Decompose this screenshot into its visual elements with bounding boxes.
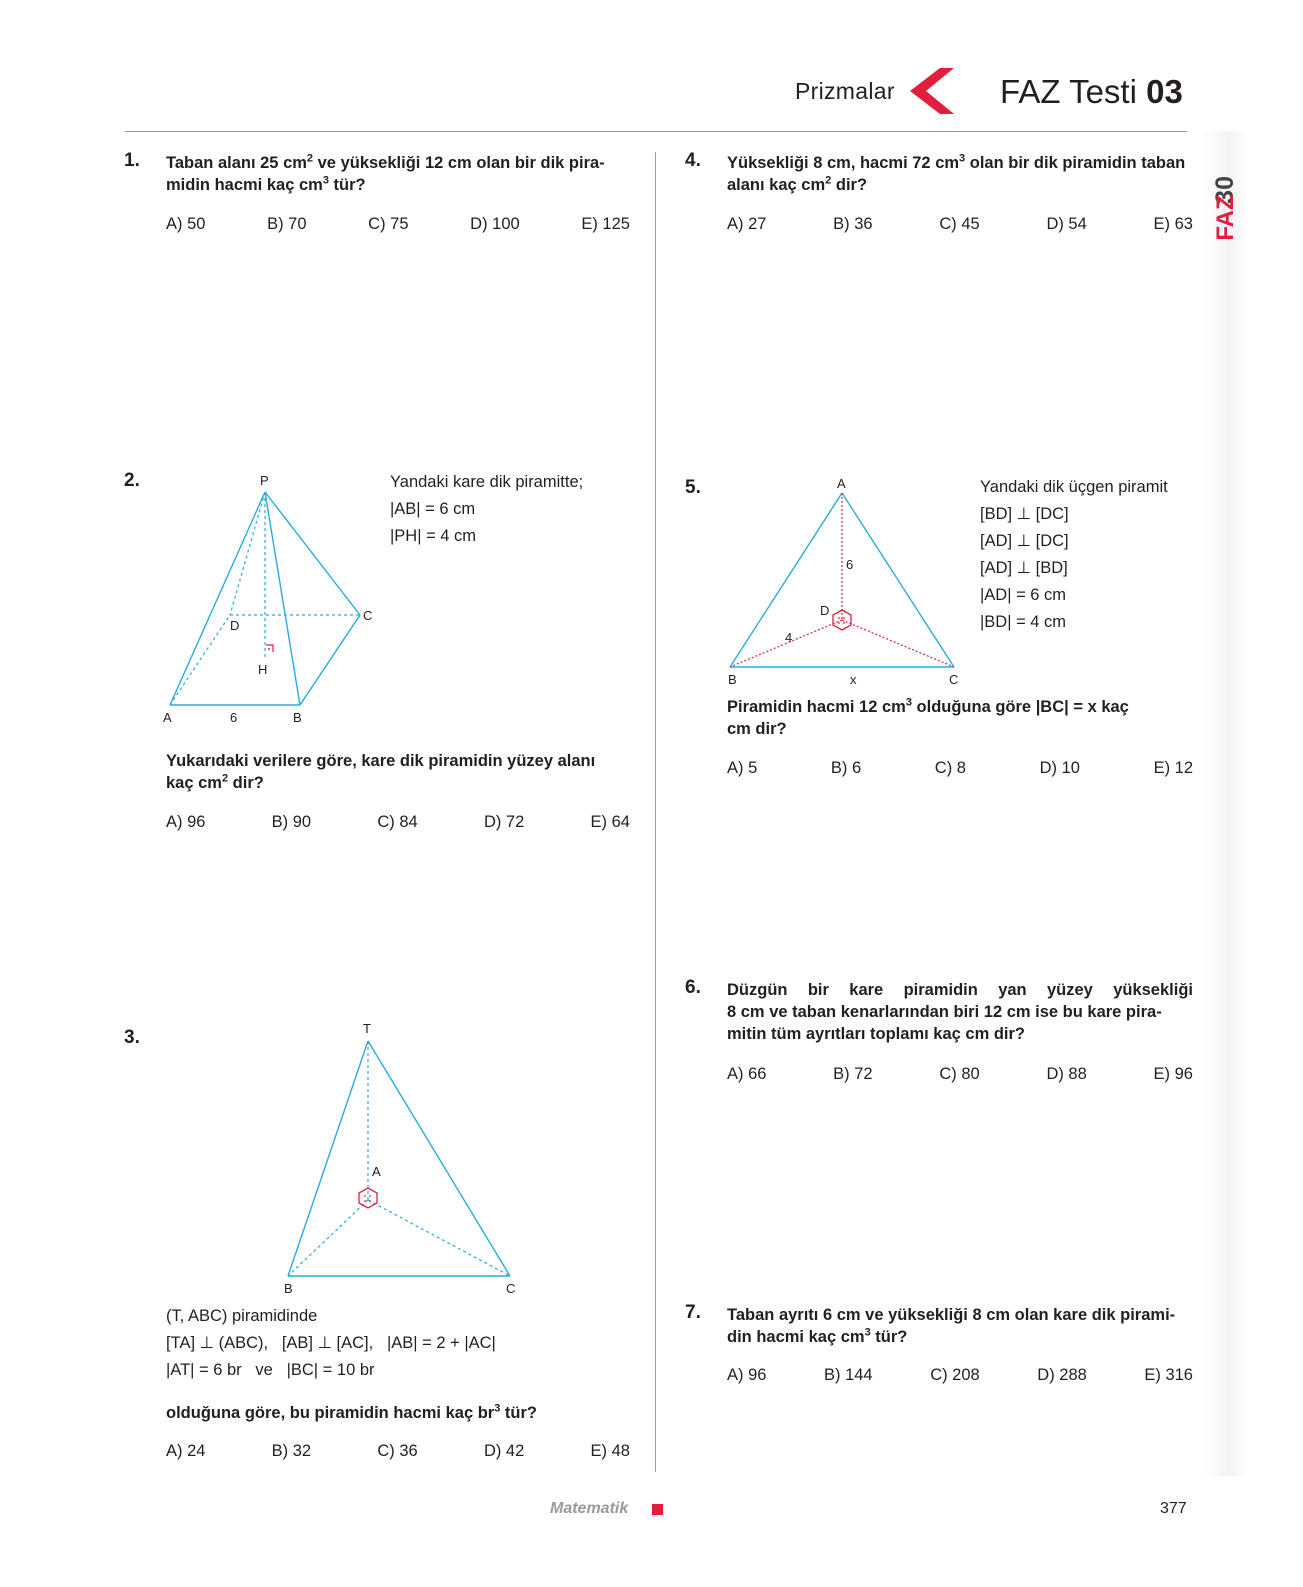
option-b[interactable]: B) 72 — [833, 1065, 873, 1083]
option-a[interactable]: A) 50 — [166, 215, 206, 233]
header-topic: Prizmalar — [795, 78, 895, 104]
option-d[interactable]: D) 42 — [483, 1442, 525, 1460]
question-5-options — [727, 759, 1193, 778]
question-1-text: Taban alanı 25 $cm^2$ ve yüksekliği 12 cm olan bir dik pira- midin hacmi kaç $cm^3$ tür? — [166, 152, 605, 194]
label-ab-length: 6 — [230, 710, 238, 725]
label-b: B — [728, 672, 737, 687]
option-b[interactable]: B) 144 — [824, 1366, 873, 1384]
question-6-options — [727, 1065, 1193, 1084]
label-b: B — [293, 710, 302, 725]
question-3-options — [166, 1442, 630, 1461]
label-a: A — [837, 476, 846, 491]
option-d[interactable]: D) 88 — [1046, 1065, 1087, 1083]
side-tag-label: FAZ — [1212, 195, 1239, 241]
question-4-options — [727, 215, 1193, 234]
footer-subject: Matematik — [550, 1500, 629, 1517]
option-d[interactable]: D) 54 — [1046, 215, 1087, 233]
footer-square-icon — [652, 1504, 663, 1515]
question-4-text: Yüksekliği 8 cm, hacmi 72 $cm^3$ olan bir dik piramidin taban alanı kaç $cm^2$ dir? — [727, 152, 1186, 194]
test-prefix: FAZ Testi — [1000, 73, 1137, 110]
page-number: 377 — [1160, 1500, 1187, 1517]
label-p: P — [260, 473, 269, 488]
faz-side-tag — [1205, 148, 1245, 258]
label-c: C — [949, 672, 959, 687]
question-2-given: Yandaki kare dik piramitte; |AB| = 6 cm |PH| = 4 cm — [390, 473, 584, 545]
question-5-given: Yandaki dik üçgen piramit [BD] ⊥ [DC] [AD] ⊥ [DC] [AD] ⊥ [BD] |AD| = 6 cm |BD| = 4 cm — [980, 478, 1168, 631]
option-b[interactable]: B) 90 — [271, 813, 312, 831]
option-b[interactable]: B) 32 — [271, 1442, 312, 1460]
chevron-left-icon — [910, 68, 955, 114]
question-7-number: 7. — [685, 1302, 701, 1323]
option-c[interactable]: C) 84 — [377, 813, 418, 831]
question-5-text: Piramidin hacmi 12 $cm^3$ olduğuna göre |BC| = x kaç cm dir? — [727, 696, 1129, 738]
side-tag-number: 30 — [1211, 176, 1239, 204]
option-d[interactable]: D) 10 — [1039, 759, 1080, 777]
label-bc-length: x — [850, 672, 857, 687]
question-1-number: 1. — [124, 150, 140, 171]
option-a[interactable]: A) 24 — [166, 1442, 206, 1460]
option-b[interactable]: B) 36 — [833, 215, 873, 233]
label-d: D — [230, 618, 240, 633]
option-d[interactable]: D) 72 — [483, 813, 525, 831]
option-e[interactable]: E) 48 — [590, 1442, 630, 1460]
square-pyramid-figure — [160, 470, 380, 730]
option-c[interactable]: C) 45 — [939, 215, 980, 233]
question-3-number: 3. — [124, 1027, 140, 1048]
option-a[interactable]: A) 66 — [727, 1065, 767, 1083]
label-c: C — [506, 1281, 516, 1296]
question-5-number: 5. — [685, 477, 701, 498]
option-c[interactable]: C) 75 — [368, 215, 409, 233]
option-e[interactable]: E) 12 — [1153, 759, 1193, 777]
right-triangle-pyramid-figure — [720, 475, 970, 690]
label-a: A — [372, 1164, 381, 1179]
test-title — [1000, 73, 1183, 111]
question-7-options — [727, 1366, 1193, 1385]
option-e[interactable]: E) 63 — [1153, 215, 1193, 233]
column-divider — [655, 152, 656, 1472]
option-c[interactable]: C) 36 — [377, 1442, 418, 1460]
label-a: A — [163, 710, 172, 725]
question-3-given: (T, ABC) piramidinde [TA] ⊥ (ABC), [AB] ⊥ [AC], |AB| = 2 + |AC| |AT| = 6 br ve |BC| = 10 br — [166, 1307, 496, 1379]
label-h: H — [258, 662, 268, 677]
question-2-options — [166, 813, 630, 832]
label-ad-length: 6 — [846, 557, 854, 572]
option-b[interactable]: B) 6 — [830, 759, 862, 777]
option-a[interactable]: A) 96 — [166, 813, 206, 831]
option-b[interactable]: B) 70 — [267, 215, 307, 233]
option-c[interactable]: C) 80 — [939, 1065, 980, 1083]
triangular-pyramid-figure — [270, 1020, 530, 1300]
option-e[interactable]: E) 96 — [1153, 1065, 1193, 1083]
option-e[interactable]: E) 125 — [581, 215, 630, 233]
test-number: 03 — [1146, 73, 1183, 110]
label-d: D — [820, 603, 830, 618]
option-c[interactable]: C) 208 — [930, 1366, 980, 1384]
label-t: T — [363, 1021, 371, 1036]
header-divider — [125, 131, 1187, 132]
question-2-number: 2. — [124, 470, 140, 491]
option-e[interactable]: E) 64 — [590, 813, 630, 831]
label-bd-length: 4 — [785, 630, 793, 645]
option-d[interactable]: D) 288 — [1037, 1366, 1087, 1384]
option-a[interactable]: A) 96 — [727, 1366, 767, 1384]
question-1-options — [166, 215, 630, 234]
question-7-text: Taban ayrıtı 6 cm ve yüksekliği 8 cm olan kare dik pirami- din hacmi kaç $cm^3$ tür? — [727, 1306, 1176, 1346]
question-6-text: Düzgün bir kare piramidin yan yüzey yüksekliği 8 cm ve taban kenarlarından biri 12 cm ise bu kare pira- mitin tüm ayrıtları toplamı kaç cm dir? — [727, 981, 1193, 1043]
question-6-number: 6. — [685, 977, 701, 998]
label-c: C — [363, 608, 373, 623]
question-2-text: Yukarıdaki verilere göre, kare dik piramidin yüzey alanı kaç $cm^2$ dir? — [166, 752, 596, 792]
option-c[interactable]: C) 8 — [934, 759, 966, 777]
option-a[interactable]: A) 5 — [727, 759, 758, 777]
option-e[interactable]: E) 316 — [1144, 1366, 1193, 1384]
side-strip — [1202, 131, 1248, 1476]
question-4-number: 4. — [685, 150, 701, 171]
option-d[interactable]: D) 100 — [470, 215, 520, 233]
option-a[interactable]: A) 27 — [727, 215, 767, 233]
question-3-text: olduğuna göre, bu piramidin hacmi kaç $br^3$ tür? — [166, 1402, 538, 1422]
label-b: B — [284, 1281, 293, 1296]
